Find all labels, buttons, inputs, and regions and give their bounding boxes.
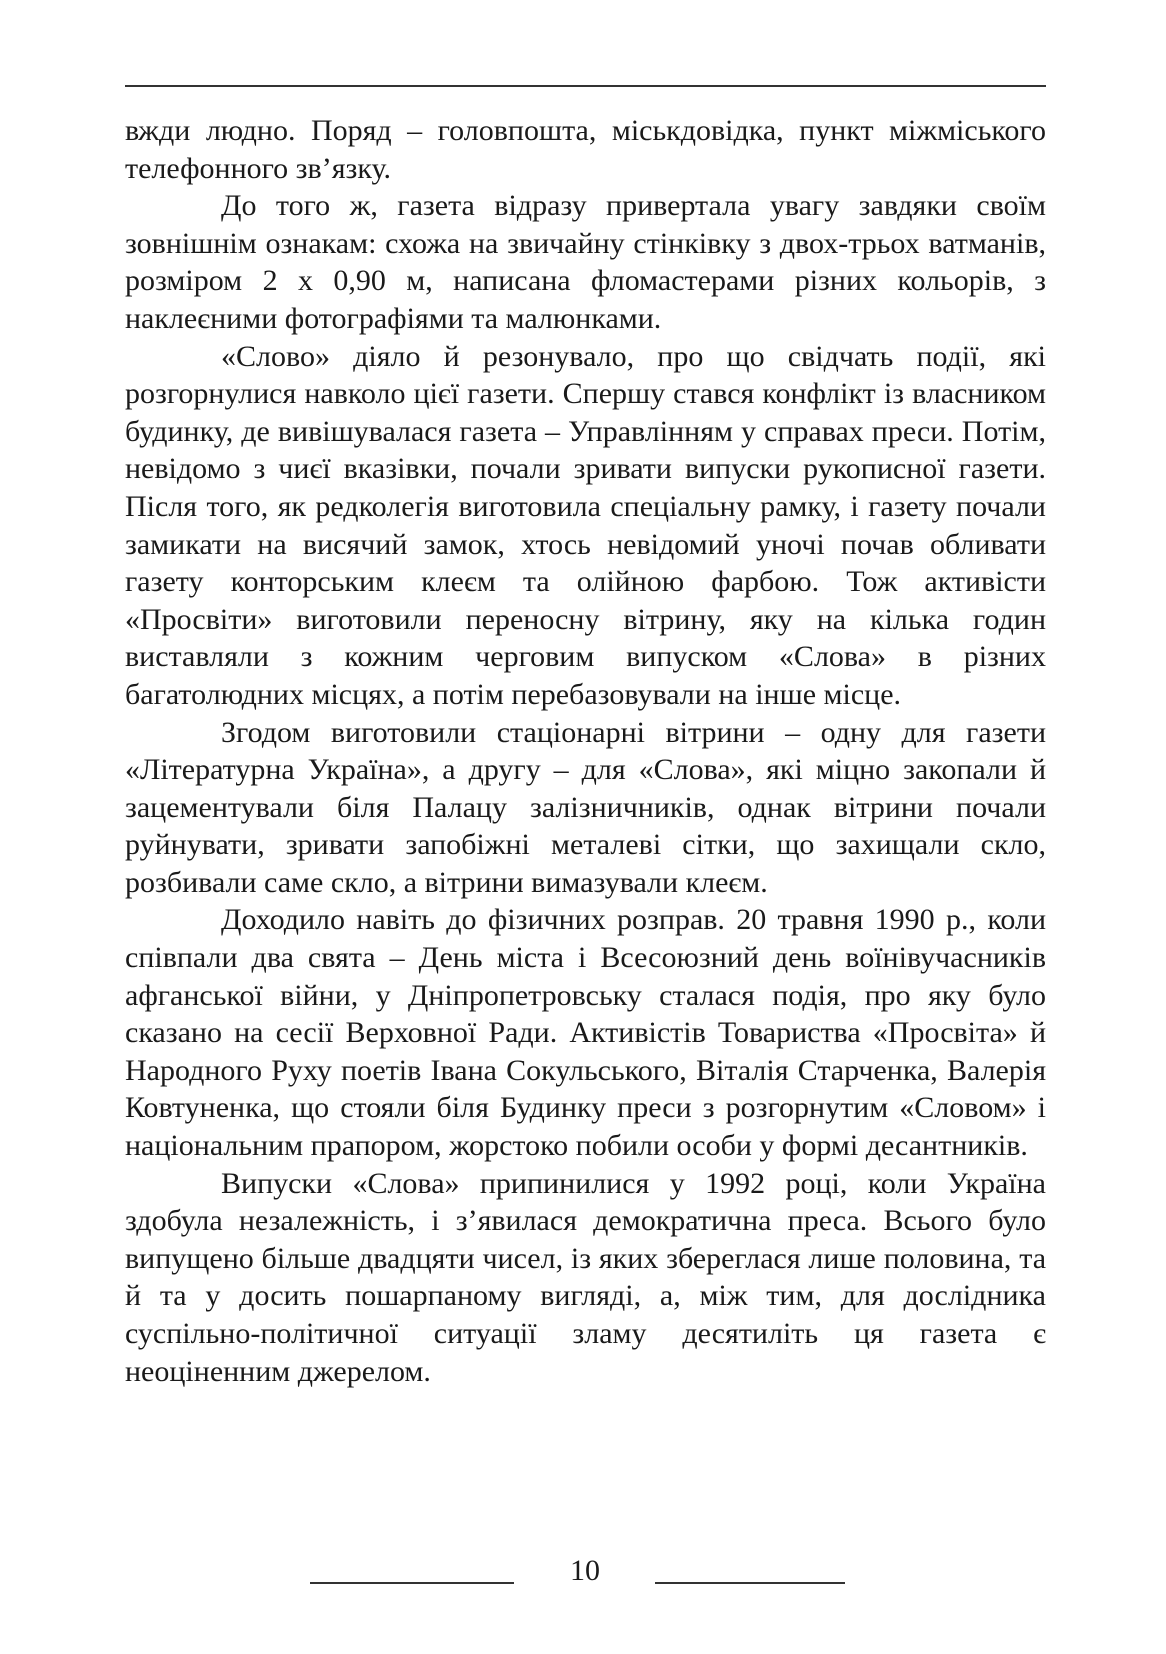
paragraph: [125, 338, 1046, 714]
text-line: До того ж, газета відразу привертала увагу завдяки сво: [221, 189, 1019, 223]
paragraph: [125, 714, 1046, 902]
text-line: вжди людно. Поряд – головпошта, міськдовідка, пункт міжміс: [125, 114, 978, 147]
text-line: коли співпали два свята – День міста і Всесоюзний день воїнів: [125, 903, 1046, 975]
text-line: ла спеціальну рамку, і газету почали замикати на висячий замок,: [125, 489, 1046, 561]
text-line: Доходило навіть до фізичних розправ. 20 травня 1990 р.,: [221, 903, 976, 937]
text-line: учасників афганської війни, у Дніпропетровську сталася подія,: [125, 941, 1046, 1012]
page-footer: [0, 1553, 1166, 1593]
text-line: «Літературна Україна», а другу – для «Слова», які міцно зако: [125, 753, 957, 787]
text-line: Згодом виготовили стаціонарні вітрини – одну для газети: [221, 715, 1046, 749]
text-line: преси з розгорнутим «Словом» і національним прапором, жор: [125, 1091, 1047, 1163]
footer-rule-right: [655, 1582, 845, 1584]
text-line: ького телефонного зв’язку.: [125, 114, 1046, 185]
text-line: власником будинку, де вивішувалася газета – Управлінням у: [125, 377, 1047, 448]
text-line: та олійною фарбою. Тож активісти «Просвіти» виготовили пе: [125, 565, 1047, 636]
text-line: випуски рукописної газети. Після того, як редколегія виготови: [125, 452, 1046, 523]
text-line: ватманів, розміром 2 х 0,90 м, написана фломастерами різних ко: [125, 226, 1046, 298]
header-rule: [125, 85, 1046, 87]
text-line: ли скло, розбивали саме скло, а вітрини вимазували клеєм.: [125, 828, 1047, 899]
text-line: газета є неоціненним джерелом.: [125, 1317, 1046, 1388]
page-number: 10: [570, 1554, 600, 1587]
paragraph: [125, 901, 1046, 1164]
paragraph: [125, 187, 1046, 337]
text-line: хтось невідомий уночі почав обливати газету конторським клеєм: [125, 527, 1047, 599]
text-line: Випуски «Слова» припинилися у 1992 році, коли Україна: [221, 1166, 1046, 1200]
paragraph: [125, 1165, 1046, 1391]
text-line: льорів, з наклеєними фотографіями та малюнками.: [125, 264, 1046, 335]
text-line: Віталія Старченка, Валерія Ковтуненка, що стояли біля Будинку: [125, 1053, 1046, 1125]
text-line: риства «Просвіта» й Народного Руху поетів Івана Сокульського,: [125, 1016, 1047, 1087]
text-line: здобула незалежність, і з’явилася демократична преса. Всього: [125, 1204, 973, 1238]
text-line: справах преси. Потім, невідомо з чиєї вказівки, почали зривати: [125, 414, 1046, 486]
text-line: почали руйнувати, зривати запобіжні металеві сітки, що захища: [125, 790, 1047, 862]
text-line: було випущено більше двадцяти чисел, із яких збереглася лише: [125, 1204, 1046, 1275]
text-line: пали й зацементували біля Палацу залізничників, однак вітрини: [125, 753, 1046, 824]
text-line: половина, та й та у досить пошарпаному вигляді, а, між тим, для: [125, 1241, 1047, 1313]
text-line: говим випуском «Слова» в різних багатолюдних місцях, а потім: [125, 640, 1046, 711]
text-line: «Слово» діяло й резонувало, про що свідчать події, які: [221, 339, 1046, 373]
text-line: стоко побили особи у формі десантників.: [499, 1129, 1028, 1163]
paragraph: [125, 112, 1046, 187]
text-line: розгорнулися навколо цієї газети. Спершу стався конфлікт із: [125, 377, 905, 411]
text-line: їм зовнішнім ознакам: схожа на звичайну стінківку з двох-трьох: [125, 189, 1046, 260]
footer-rule-left: [310, 1582, 514, 1584]
text-line: перебазовували на інше місце.: [511, 677, 902, 711]
text-line: про яку було сказано на сесії Верховної Ради. Активістів Това: [125, 978, 1046, 1050]
text-line: дослідника суспільно-політичної ситуації зламу десятиліть ця: [125, 1279, 1046, 1350]
page-body: [125, 112, 1046, 1390]
text-line: реносну вітрину, яку на кілька годин виставляли з кожним чер: [125, 602, 1046, 674]
